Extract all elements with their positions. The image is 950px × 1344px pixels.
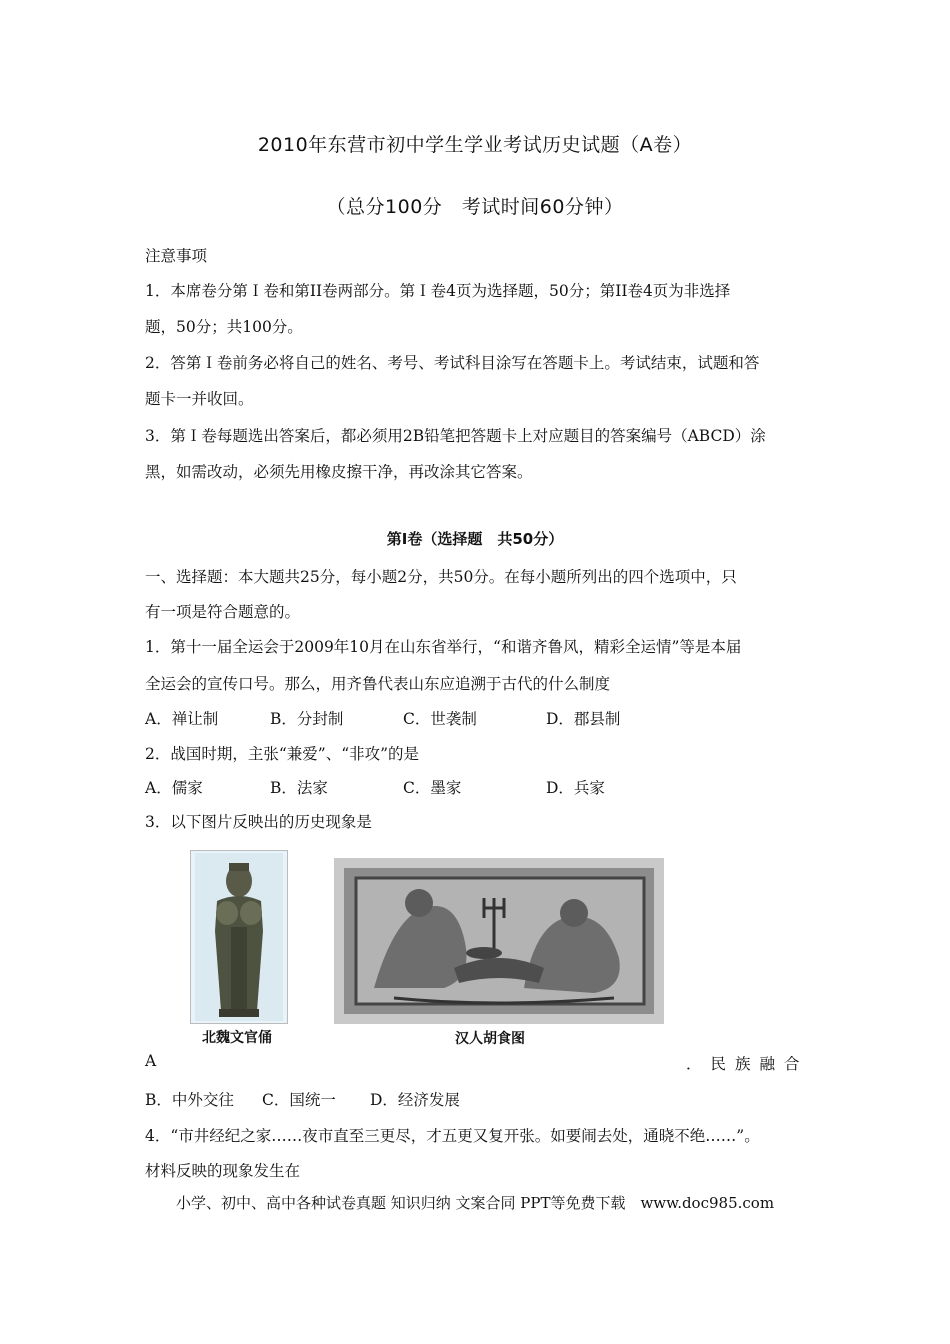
question-1-stem: 1．第十一届全运会于2009年10月在山东省举行，“和谐齐鲁风，精彩全运情”等是本届: [145, 638, 742, 656]
section-intro: 有一项是符合题意的。: [145, 603, 301, 621]
figure-caption: 汉人胡食图: [455, 1031, 525, 1047]
page-subtitle: （总分100分 考试时间60分钟）: [326, 196, 624, 218]
notes-line: 3．第Ｉ卷每题选出答案后，都必须用2B铅笔把答题卡上对应题目的答案编号（ABCD）涂: [145, 427, 766, 445]
question-4-stem: 4．“市井经纪之家……夜市直至三更尽，才五更又复开张。如要闹去处，通晓不绝……”。: [145, 1127, 760, 1145]
question-2-option-a: A．儒家: [145, 779, 203, 797]
page-footer: 小学、初中、高中各种试卷真题 知识归纳 文案合同 PPT等免费下载 www.doc985.com: [175, 1194, 775, 1212]
notes-line: 1．本席卷分第Ｉ卷和第II卷两部分。第Ｉ卷4页为选择题，50分；第II卷4页为非选择: [145, 282, 731, 300]
question-2-option-d: D．兵家: [546, 779, 605, 797]
notes-line: 黑，如需改动，必须先用橡皮擦干净，再改涂其它答案。: [145, 463, 533, 481]
notes-line: 题，50分；共100分。: [145, 318, 303, 336]
notes-heading: 注意事项: [145, 247, 208, 265]
figure-caption: 北魏文官俑: [202, 1030, 272, 1046]
question-1-option-c: C．世袭制: [403, 710, 477, 728]
question-2-option-c: C．墨家: [403, 779, 462, 797]
question-1-option-d: D．郡县制: [546, 710, 621, 728]
question-3-stem: 3．以下图片反映出的历史现象是: [145, 813, 372, 831]
mural-painting-icon: [334, 858, 664, 1024]
statue-figure-icon: [190, 850, 288, 1024]
question-3-option-b: B．中外交往: [145, 1091, 234, 1109]
question-3-option-a-letter: A: [145, 1052, 157, 1070]
question-1-stem: 全运会的宣传口号。那么，用齐鲁代表山东应追溯于古代的什么制度: [145, 675, 611, 693]
question-3-option-c: C．国统一: [262, 1091, 336, 1109]
question-3-option-a-text: ．民族融合: [686, 1055, 809, 1073]
question-1-option-b: B．分封制: [270, 710, 344, 728]
page-title: 2010年东营市初中学生学业考试历史试题（A卷）: [257, 134, 693, 156]
question-2-option-b: B．法家: [270, 779, 328, 797]
question-4-stem: 材料反映的现象发生在: [145, 1162, 301, 1180]
question-1-option-a: A．禅让制: [145, 710, 219, 728]
notes-line: 2．答第Ｉ卷前务必将自己的姓名、考号、考试科目涂写在答题卡上。考试结束，试题和答: [145, 354, 760, 372]
question-2-stem: 2．战国时期，主张“兼爱”、“非攻”的是: [145, 745, 420, 763]
section-heading: 第Ⅰ卷（选择题 共50分）: [386, 530, 564, 548]
notes-line: 题卡一并收回。: [145, 390, 254, 408]
question-3-option-d: D．经济发展: [370, 1091, 460, 1109]
section-intro: 一、选择题：本大题共25分，每小题2分，共50分。在每小题所列出的四个选项中，只: [145, 568, 737, 586]
